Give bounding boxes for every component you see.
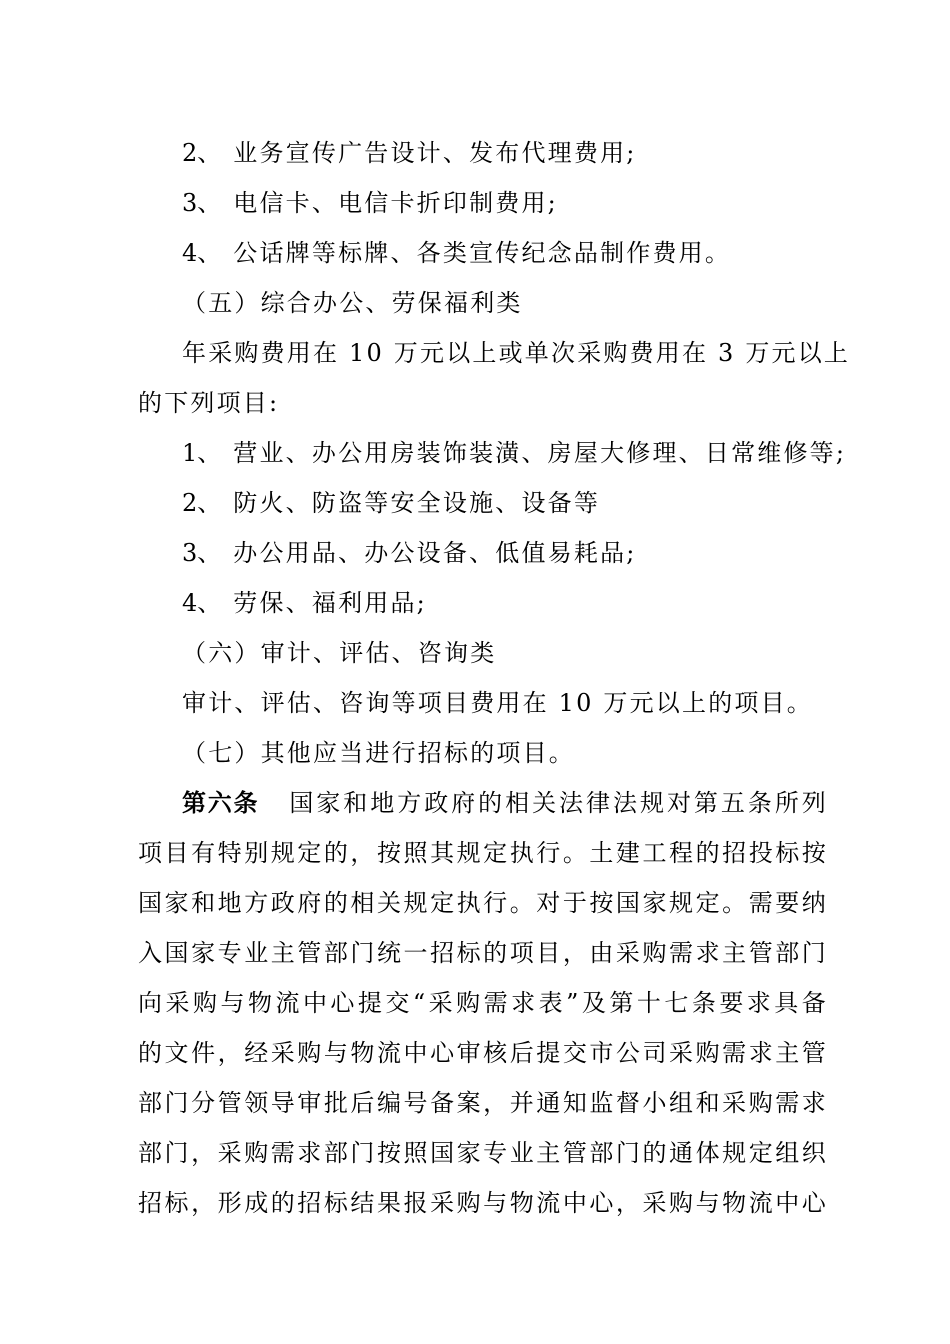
- list-item-number: 2、: [182, 489, 222, 517]
- list-item-text: 公话牌等标牌、各类宣传纪念品制作费用。: [233, 239, 732, 267]
- section-heading: （七）其他应当进行招标的项目。: [182, 739, 575, 767]
- paragraph-line: 向采购与物流中心提交“采购需求表”及第十七条要求具备: [138, 989, 828, 1017]
- list-item: [138, 428, 847, 478]
- list-item: [138, 528, 828, 578]
- list-item-number: 4、: [182, 239, 222, 267]
- article-first-line: [138, 778, 828, 828]
- paragraph-line: 入国家专业主管部门统一招标的项目，由采购需求主管部门: [138, 939, 828, 967]
- list-item: [138, 478, 828, 528]
- list-item-number: 3、: [182, 539, 222, 567]
- paragraph-line: 的下列项目:: [138, 389, 280, 417]
- paragraph-line: 部门分管领导审批后编号备案，并通知监督小组和采购需求: [138, 1089, 828, 1117]
- paragraph-line: 招标，形成的招标结果报采购与物流中心，采购与物流中心: [138, 1189, 828, 1217]
- paragraph-line: 部门，采购需求部门按照国家专业主管部门的通体规定组织: [138, 1139, 828, 1167]
- article-label: 第六条: [182, 789, 260, 817]
- section-heading: （五）综合办公、劳保福利类: [182, 289, 523, 317]
- paragraph-line: 国家和地方政府的相关规定执行。对于按国家规定。需要纳: [138, 889, 828, 917]
- list-item-text: 营业、办公用房装饰装潢、房屋大修理、日常维修等;: [233, 439, 847, 467]
- list-item: [138, 228, 828, 278]
- list-item-text: 办公用品、办公设备、低值易耗品;: [233, 539, 637, 567]
- paragraph-line: 的文件，经采购与物流中心审核后提交市公司采购需求主管: [138, 1039, 828, 1067]
- paragraph-line: 项目有特别规定的，按照其规定执行。土建工程的招投标按: [138, 839, 828, 867]
- list-item-text: 劳保、福利用品;: [233, 589, 427, 617]
- list-item: [138, 128, 828, 178]
- list-item: [138, 178, 828, 228]
- list-item-text: 防火、防盗等安全设施、设备等: [233, 489, 601, 517]
- list-item-number: 1、: [182, 439, 222, 467]
- list-item-number: 3、: [182, 189, 222, 217]
- list-item-text: 业务宣传广告设计、发布代理费用;: [233, 139, 637, 167]
- list-item-number: 4、: [182, 589, 222, 617]
- article-text: 国家和地方政府的相关法律法规对第五条所列: [289, 789, 829, 817]
- list-item: [138, 578, 828, 628]
- document-body: [138, 128, 851, 1228]
- paragraph-line: 年采购费用在 10 万元以上或单次采购费用在 3 万元以上: [182, 339, 851, 367]
- list-item-text: 电信卡、电信卡折印制费用;: [233, 189, 558, 217]
- section-heading: （六）审计、评估、咨询类: [182, 639, 497, 667]
- paragraph-line: 审计、评估、咨询等项目费用在 10 万元以上的项目。: [182, 689, 813, 717]
- list-item-number: 2、: [182, 139, 222, 167]
